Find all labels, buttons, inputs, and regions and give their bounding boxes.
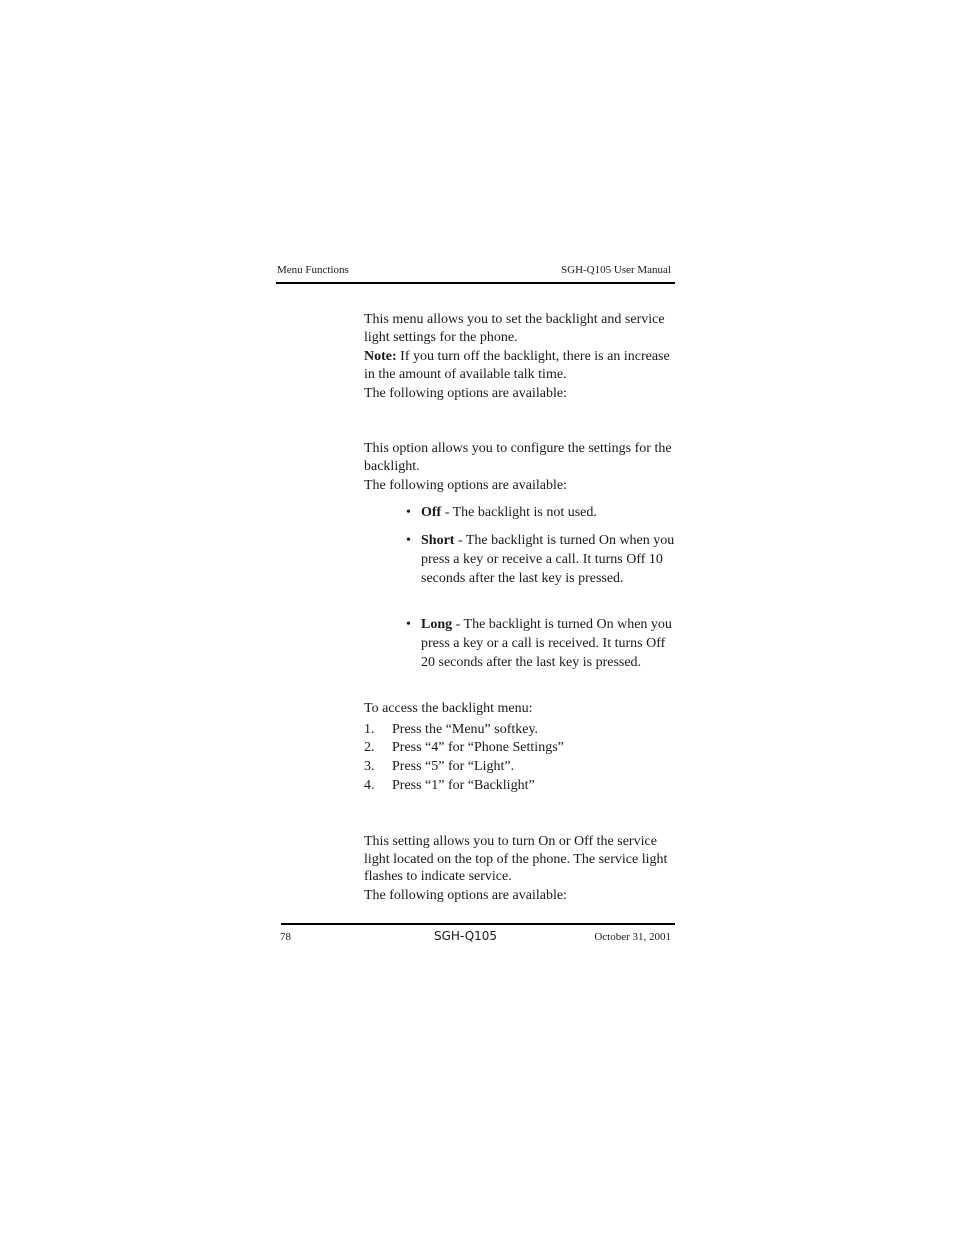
option-long <box>421 615 676 672</box>
option-long-desc: - The backlight is turned On when you press a key or a call is received. It turns Off 20 seconds after the last key is pressed. <box>421 617 672 670</box>
backlight-options-line: The following options are available: <box>364 478 567 493</box>
header-section-title: Menu Functions <box>277 264 349 276</box>
step-number: 1. <box>364 722 375 737</box>
step-number: 3. <box>364 759 375 774</box>
header-manual-title: SGH-Q105 User Manual <box>561 264 671 276</box>
option-short-desc: - The backlight is turned On when you press a key or receive a call. It turns Off 10 seconds after the last key is pressed. <box>421 533 675 586</box>
service-light-options-line: The following options are available: <box>364 888 567 903</box>
step-text: Press “4” for “Phone Settings” <box>392 740 564 755</box>
option-off <box>421 503 676 522</box>
access-intro: To access the backlight menu: <box>364 701 533 716</box>
option-long-name: Long <box>421 617 453 632</box>
footer-page-number: 78 <box>280 931 291 943</box>
bullet-short: • <box>406 533 411 548</box>
intro-options-line: The following options are available: <box>364 386 567 401</box>
note-label: Note: <box>364 349 397 364</box>
service-light-paragraph: This setting allows you to turn On or Off the service light located on the top of the phone. The service light flashes to indicate service. <box>364 834 668 884</box>
step-number: 4. <box>364 778 375 793</box>
step-text: Press “1” for “Backlight” <box>392 778 535 793</box>
footer-rule <box>281 923 675 925</box>
option-short-name: Short <box>421 533 455 548</box>
footer-date: October 31, 2001 <box>594 931 671 943</box>
intro-note <box>364 348 676 383</box>
backlight-paragraph: This option allows you to configure the settings for the backlight. <box>364 441 672 474</box>
option-off-desc: - The backlight is not used. <box>441 505 597 520</box>
footer-model: SGH-Q105 <box>434 929 498 943</box>
bullet-off: • <box>406 505 411 520</box>
note-text: If you turn off the backlight, there is an increase in the amount of available talk time. <box>364 349 670 382</box>
option-short <box>421 531 676 588</box>
step-text: Press the “Menu” softkey. <box>392 722 539 737</box>
step-number: 2. <box>364 740 375 755</box>
header-rule <box>276 282 675 284</box>
intro-paragraph: This menu allows you to set the backlight and service light settings for the phone. <box>364 312 665 345</box>
option-off-name: Off <box>421 505 442 520</box>
step-text: Press “5” for “Light”. <box>392 759 515 774</box>
bullet-long: • <box>406 617 411 632</box>
